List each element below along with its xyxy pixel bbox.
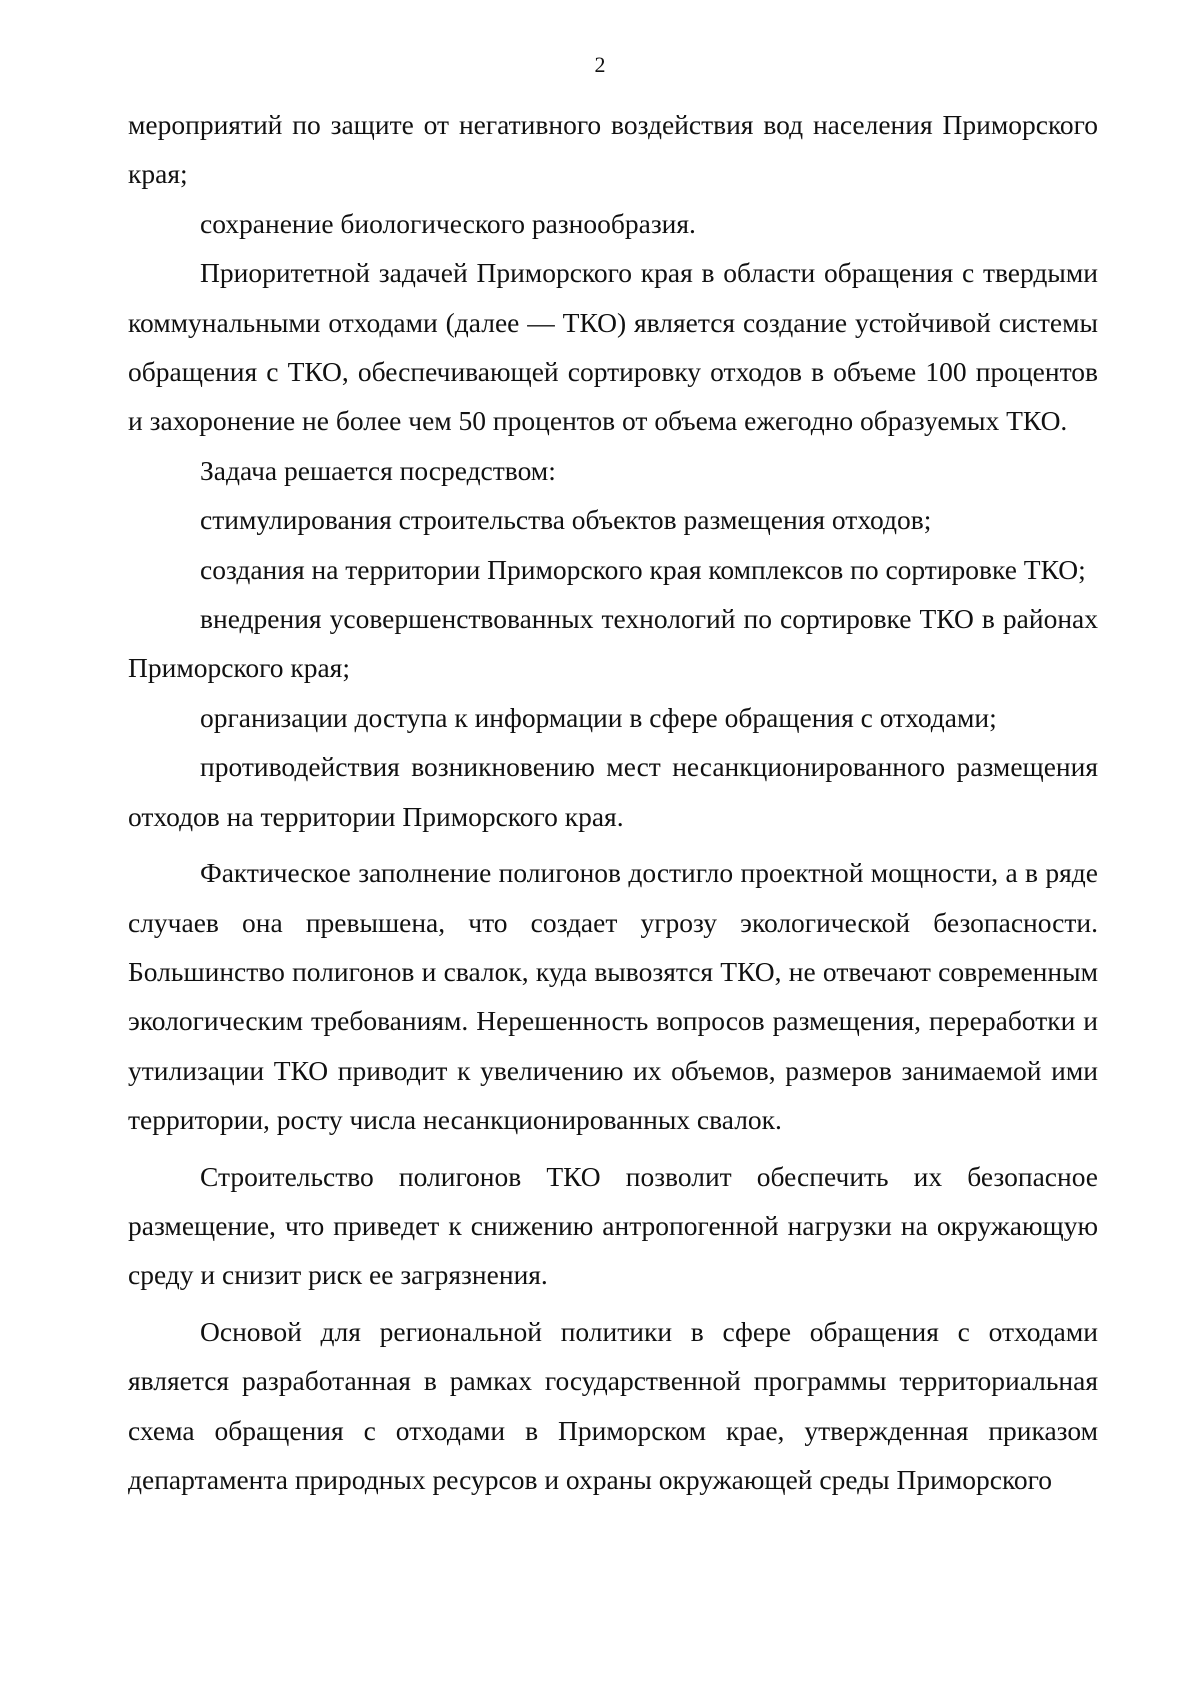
paragraph-measures-continuation: мероприятий по защите от негативного воздействия вод населения Приморского края;: [128, 109, 1098, 190]
document-body: [128, 100, 1098, 1504]
page-number: 2: [594, 52, 606, 77]
paragraph-priority-task: Приоритетной задачей Приморского края в области обращения с твердыми коммунальными отходами (далее — ТКО) является создание устойчивой системы обращения с ТКО, обеспечивающей сортировку отходов в объеме 100 процентов и захоронение не более чем 50 процентов от объема ежегодно образуемых ТКО.: [128, 257, 1098, 437]
list-item-unauthorized-dumps: противодействия возникновению мест несанкционированного размещения отходов на территории Приморского края.: [128, 751, 1098, 832]
paragraph-biodiversity: сохранение биологического разнообразия.: [200, 207, 696, 239]
paragraph-regional-policy: Основой для региональной политики в сфере обращения с отходами является разработанная в рамках государственной программы территориальная схема обращения с отходами в Приморском крае, утвержденная приказом департамента природных ресурсов и охраны окружающей среды Приморского: [128, 1315, 1098, 1495]
list-item-sorting-complexes: создания на территории Приморского края комплексов по сортировке ТКО;: [200, 553, 1086, 585]
list-item-information-access: организации доступа к информации в сфере обращения с отходами;: [200, 701, 997, 733]
paragraph-landfill-construction: Строительство полигонов ТКО позволит обеспечить их безопасное размещение, что приведет к снижению антропогенной нагрузки на окружающую среду и снизит риск ее загрязнения.: [128, 1160, 1098, 1291]
paragraph-landfill-capacity: Фактическое заполнение полигонов достигло проектной мощности, а в ряде случаев она превышена, что создает угрозу экологической безопасности. Большинство полигонов и свалок, куда вывозятся ТКО, не отвечают современным экологическим требованиям. Нерешенность вопросов размещения, переработки и утилизации ТКО приводит к увеличению их объемов, размеров занимаемой ими территории, росту числа несанкционированных свалок.: [128, 857, 1098, 1136]
paragraph-task-means: Задача решается посредством:: [200, 454, 556, 486]
list-item-technologies: внедрения усовершенствованных технологий по сортировке ТКО в районах Приморского края;: [128, 603, 1098, 684]
list-item-stimulation: стимулирования строительства объектов размещения отходов;: [200, 504, 932, 536]
